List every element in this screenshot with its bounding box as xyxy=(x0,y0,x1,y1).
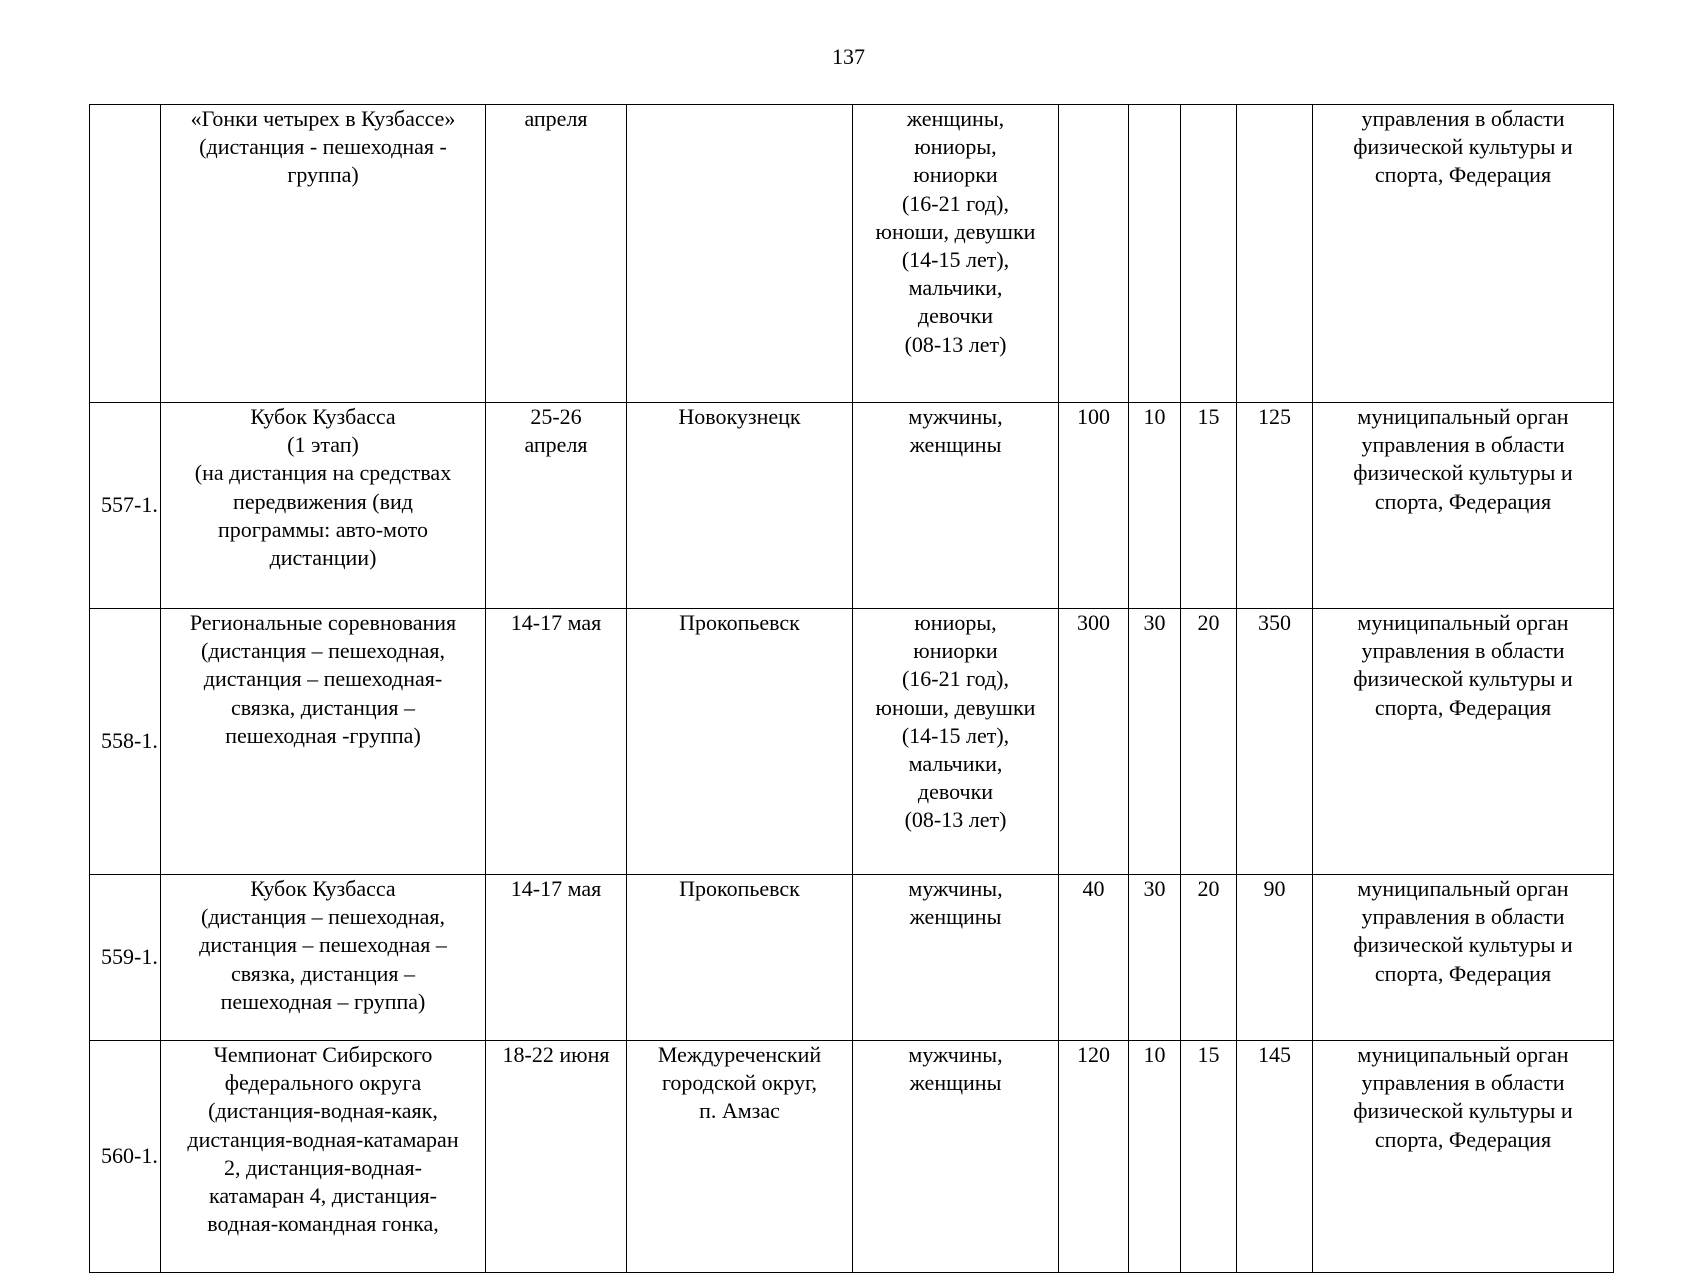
text-line: федерального округа xyxy=(224,1070,422,1096)
text-line: женщины, xyxy=(906,106,1005,131)
count-total: 145 xyxy=(1237,1041,1313,1273)
text-line: (14-15 лет), xyxy=(901,722,1010,748)
text-line: физической культуры и xyxy=(1353,666,1573,692)
text-line: муниципальный орган xyxy=(1357,610,1569,635)
text-line: спорта, Федерация xyxy=(1374,488,1552,514)
text-line: (1 этап) xyxy=(287,432,359,458)
event-participants xyxy=(853,875,1059,1041)
text-line: 25-26 xyxy=(530,404,582,429)
event-dates xyxy=(486,105,627,403)
count-2 xyxy=(1129,105,1181,403)
event-name xyxy=(161,403,486,609)
text-line: дистанция – пешеходная – xyxy=(199,932,447,958)
text-line: 2, дистанция-водная- xyxy=(224,1154,422,1180)
text-line: женщины xyxy=(909,904,1002,930)
text-line: передвижения (вид xyxy=(233,488,413,514)
count-total xyxy=(1237,105,1313,403)
text-line: (дистанция – пешеходная, xyxy=(201,638,445,664)
text-line: управления в области xyxy=(1361,904,1565,930)
text-line: юниорки xyxy=(913,638,998,664)
text-line: 18-22 июня xyxy=(502,1042,610,1067)
event-dates xyxy=(486,1041,627,1273)
text-line: управления в области xyxy=(1361,638,1565,664)
count-2: 30 xyxy=(1129,875,1181,1041)
count-1: 300 xyxy=(1059,609,1129,875)
event-number: 558-1. xyxy=(90,609,161,875)
count-total: 350 xyxy=(1237,609,1313,875)
text-line: муниципальный орган xyxy=(1357,1042,1569,1067)
count-total: 90 xyxy=(1237,875,1313,1041)
count-3: 20 xyxy=(1181,609,1237,875)
text-line: Прокопьевск xyxy=(679,876,800,901)
events-table xyxy=(89,104,1614,1273)
event-participants xyxy=(853,105,1059,403)
text-line: (дистанция - пешеходная - xyxy=(199,134,447,160)
event-number: 560-1. xyxy=(90,1041,161,1273)
text-line: мужчины, xyxy=(908,876,1003,901)
event-organizer xyxy=(1313,609,1614,875)
text-line: управления в области xyxy=(1361,432,1565,458)
event-dates xyxy=(486,609,627,875)
text-line: физической культуры и xyxy=(1353,460,1573,486)
text-line: городской округ, xyxy=(661,1070,818,1096)
text-line: Новокузнецк xyxy=(678,404,801,429)
text-line: юниорки xyxy=(913,162,998,188)
text-line: катамаран 4, дистанция- xyxy=(209,1183,437,1209)
count-3: 15 xyxy=(1181,1041,1237,1273)
event-number: 559-1. xyxy=(90,875,161,1041)
count-3 xyxy=(1181,105,1237,403)
count-2: 10 xyxy=(1129,1041,1181,1273)
count-1: 120 xyxy=(1059,1041,1129,1273)
text-line: (08-13 лет) xyxy=(904,331,1007,357)
text-line: дистанции) xyxy=(269,545,377,571)
event-place xyxy=(627,609,853,875)
event-place xyxy=(627,403,853,609)
page-number: 137 xyxy=(832,44,865,69)
text-line: юниоры, xyxy=(914,134,997,160)
table-row xyxy=(90,1041,1614,1273)
text-line: физической культуры и xyxy=(1353,134,1573,160)
text-line: пешеходная – группа) xyxy=(220,988,426,1014)
event-participants xyxy=(853,1041,1059,1273)
text-line: водная-командная гонка, xyxy=(207,1211,439,1237)
count-1: 100 xyxy=(1059,403,1129,609)
text-line: пешеходная -группа) xyxy=(225,722,421,748)
count-3: 20 xyxy=(1181,875,1237,1041)
text-line: Междуреченский xyxy=(657,1042,822,1067)
text-line: женщины xyxy=(909,432,1002,458)
event-name xyxy=(161,105,486,403)
text-line: дистанция-водная-катамаран xyxy=(187,1126,459,1152)
event-organizer xyxy=(1313,1041,1614,1273)
text-line: (дистанция-водная-каяк, xyxy=(208,1098,438,1124)
text-line: п. Амзас xyxy=(699,1098,780,1124)
event-participants xyxy=(853,403,1059,609)
text-line: женщины xyxy=(909,1070,1002,1096)
text-line: «Гонки четырех в Кузбассе» xyxy=(190,106,456,131)
text-line: муниципальный орган xyxy=(1357,876,1569,901)
text-line: (на дистанция на средствах xyxy=(194,460,452,486)
event-number xyxy=(90,105,161,403)
text-line: Кубок Кузбасса xyxy=(250,404,396,429)
text-line: апреля xyxy=(524,432,588,458)
text-line: апреля xyxy=(524,106,588,131)
table-row xyxy=(90,403,1614,609)
text-line: муниципальный орган xyxy=(1357,404,1569,429)
text-line: спорта, Федерация xyxy=(1374,960,1552,986)
table-row xyxy=(90,609,1614,875)
text-line: 14-17 мая xyxy=(510,876,602,901)
count-total: 125 xyxy=(1237,403,1313,609)
event-name xyxy=(161,875,486,1041)
event-name xyxy=(161,1041,486,1273)
text-line: 14-17 мая xyxy=(510,610,602,635)
table-row xyxy=(90,875,1614,1041)
count-1: 40 xyxy=(1059,875,1129,1041)
text-line: связка, дистанция – xyxy=(230,960,416,986)
text-line: (16-21 год), xyxy=(901,666,1009,692)
text-line: связка, дистанция – xyxy=(230,694,416,720)
text-line: юниоры, xyxy=(914,610,997,635)
text-line: (08-13 лет) xyxy=(904,807,1007,833)
text-line: девочки xyxy=(917,303,994,329)
count-2: 30 xyxy=(1129,609,1181,875)
text-line: Прокопьевск xyxy=(679,610,800,635)
text-line: программы: авто-мото xyxy=(217,516,428,542)
event-organizer xyxy=(1313,403,1614,609)
text-line: мальчики, xyxy=(908,751,1003,777)
event-dates xyxy=(486,875,627,1041)
text-line: мужчины, xyxy=(908,404,1003,429)
text-line: (16-21 год), xyxy=(901,190,1009,216)
event-participants xyxy=(853,609,1059,875)
table-body xyxy=(90,105,1614,1273)
text-line: физической культуры и xyxy=(1353,932,1573,958)
event-dates xyxy=(486,403,627,609)
text-line: физической культуры и xyxy=(1353,1098,1573,1124)
table-row xyxy=(90,105,1614,403)
text-line: управления в области xyxy=(1361,106,1565,131)
event-place xyxy=(627,105,853,403)
text-line: юноши, девушки xyxy=(875,694,1036,720)
text-line: спорта, Федерация xyxy=(1374,162,1552,188)
text-line: девочки xyxy=(917,779,994,805)
text-line: Кубок Кузбасса xyxy=(250,876,396,901)
event-organizer xyxy=(1313,105,1614,403)
text-line: (14-15 лет), xyxy=(901,247,1010,273)
count-1 xyxy=(1059,105,1129,403)
text-line: группа) xyxy=(287,162,359,188)
text-line: мальчики, xyxy=(908,275,1003,301)
text-line: (дистанция – пешеходная, xyxy=(201,904,445,930)
count-2: 10 xyxy=(1129,403,1181,609)
event-organizer xyxy=(1313,875,1614,1041)
text-line: спорта, Федерация xyxy=(1374,1126,1552,1152)
text-line: управления в области xyxy=(1361,1070,1565,1096)
event-place xyxy=(627,1041,853,1273)
text-line: дистанция – пешеходная- xyxy=(203,666,443,692)
text-line: Региональные соревнования xyxy=(189,610,457,635)
event-number: 557-1. xyxy=(90,403,161,609)
text-line: юноши, девушки xyxy=(875,218,1036,244)
text-line: спорта, Федерация xyxy=(1374,694,1552,720)
text-line: мужчины, xyxy=(908,1042,1003,1067)
event-place xyxy=(627,875,853,1041)
text-line: Чемпионат Сибирского xyxy=(213,1042,433,1067)
count-3: 15 xyxy=(1181,403,1237,609)
event-name xyxy=(161,609,486,875)
